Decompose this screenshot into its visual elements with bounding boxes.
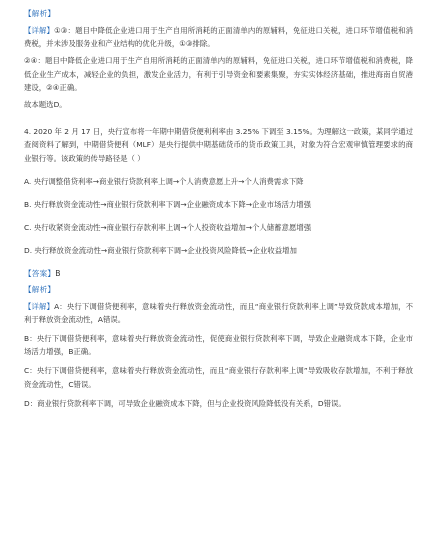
explanation-d: D：商业银行贷款利率下调，可导致企业融资成本下降，但与企业投资风险降低没有关系，D错误。: [24, 398, 346, 408]
analysis-tag-2: 【解析】: [24, 284, 56, 294]
option-a: A. 央行调整借贷利率→商业银行贷款利率上调→个人消费意愿上升→个人消费需求下降: [24, 176, 304, 186]
answer-tag: 【答案】: [24, 268, 56, 278]
answer-line: [24, 268, 413, 280]
detail-label: 【详解】: [24, 26, 55, 35]
analysis-conclusion: 故本题选D。: [24, 100, 67, 110]
explanation-a: 【详解】A：央行下调借贷便利率，意味着央行释放资金流动性，而且“商业银行贷款利率上调”导致贷款成本增加，不利于释放资金流动性，A错误。: [24, 301, 413, 324]
analysis-paragraph-2: ②④：题目中降低企业进口用于生产自用所消耗的正面清单内的原辅料，免征进口关税，进口环节增值税和消费税，降低企业生产成本，减轻企业的负担，激发企业活力，有利于引导资金和要素集聚，夯实实体经济基础，推进海南自贸港建设，②④正确。: [24, 56, 413, 92]
question-stem: 4. 2020 年 2 月 17 日，央行宣布将一年期中期借贷便利利率由 3.25% 下调至 3.15%。为理解这一政策，某同学通过查阅资料了解到，中期借贷便利（MLF）是央行提供中期基础货币的货币政策工具，对象为符合宏观审慎管理要求的商业银行等。该政策的传导路径是（ ）: [24, 127, 413, 163]
option-c: C. 央行收紧资金流动性→商业银行存款利率上调→个人投资收益增加→个人储蓄意愿增强: [24, 223, 312, 233]
analysis-paragraph-1: 【详解】①③：题目中降低企业进口用于生产自用所消耗的正面清单内的原辅料，免征进口关税，进口环节增值税和消费税，并未涉及服务业和产业结构的优化升级，①③排除。: [24, 26, 413, 49]
answer-value: B: [55, 268, 61, 278]
explanation-c: C：央行下调借贷便利率，意味着央行释放资金流动性，而且“商业银行存款利率上调”导致吸收存款增加，不利于释放资金流动性，C错误。: [24, 366, 413, 389]
option-b: B. 央行释放资金流动性→商业银行贷款利率下调→企业融资成本下降→企业市场活力增强: [24, 200, 312, 210]
analysis-tag: 【解析】: [24, 9, 56, 18]
option-d: D. 央行释放资金流动性→商业银行贷款利率下调→企业投资风险降低→企业收益增加: [24, 246, 297, 256]
detail-label-2: 【详解】: [24, 301, 55, 311]
explanation-b: B：央行下调借贷便利率，意味着央行释放资金流动性，促使商业银行贷款利率下调，导致企业融资成本下降，企业市场活力增强，B正确。: [24, 334, 413, 357]
